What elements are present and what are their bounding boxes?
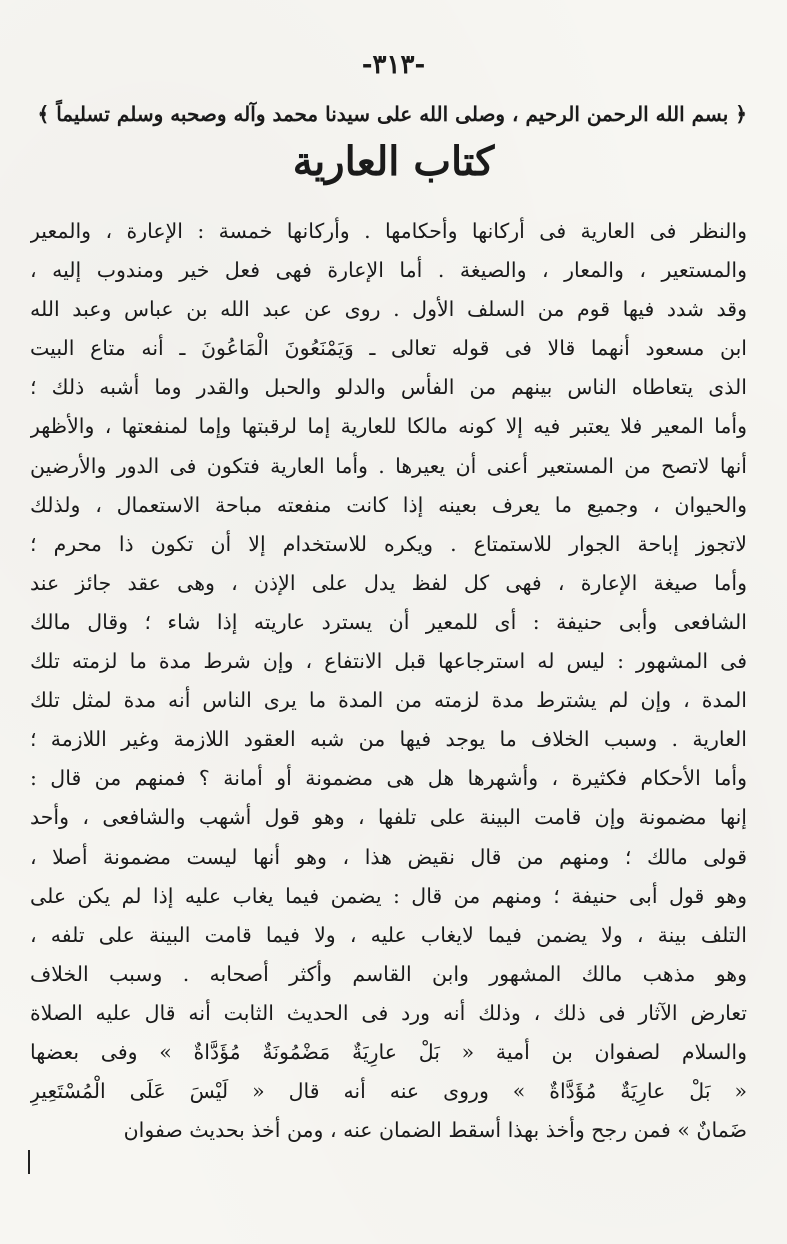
body-text bbox=[30, 212, 747, 1150]
text-line: والحيوان ، وجميع ما يعرف بعينه إذا كانت منفعته مباحة الاستعمال ، ولذلك bbox=[30, 492, 747, 517]
text-line: وهو قول أبى حنيفة ؛ ومنهم من قال : يضمن فيما يغاب عليه إذا لم يكن على bbox=[30, 883, 747, 908]
text-line: قولى مالك ؛ ومنهم من قال نقيض هذا ، وهو أنها ليست مضمونة أصلا ، bbox=[30, 844, 747, 869]
text-line: وأما الأحكام فكثيرة ، وأشهرها هل هى مضمونة أو أمانة ؟ فمنهم من قال : bbox=[30, 766, 747, 791]
text-line: « بَلْ عارِيَةٌ مُؤَدَّاةٌ » وروى عنه أنه قال « لَيْسَ عَلَى الْمُسْتَعِيرِ bbox=[30, 1079, 747, 1104]
text-line: الشافعى وأبى حنيفة : أى للمعير أن يسترد عاريته إذا شاء ؛ وقال مالك bbox=[30, 609, 747, 634]
text-line: المدة ، وإن لم يشترط مدة لزمته من المدة ما يرى الناس أنه مدة لمثل تلك bbox=[30, 688, 747, 713]
chapter-title: كتاب العارية bbox=[292, 138, 495, 185]
text-line: والسلام لصفوان بن أمية « بَلْ عارِيَةٌ مَضْمُونَةٌ مُؤَدَّاةٌ » وفى بعضها bbox=[30, 1039, 747, 1064]
text-line: لاتجوز إباحة الجوار للاستمتاع . ويكره للاستخدام إلا أن تكون ذا محرم ؛ bbox=[30, 531, 747, 556]
text-line: الذى يتعاطاه الناس بينهم من الفأس والدلو والحبل والقدر وما أشبه ذلك ؛ bbox=[30, 375, 747, 400]
text-line: ابن مسعود أنهما قالا فى قوله تعالى ـ وَيَمْنَعُونَ الْمَاعُونَ ـ أنه متاع البيت bbox=[30, 336, 747, 361]
text-line: فى المشهور : ليس له استرجاعها قبل الانتفاع ، وإن شرط مدة ما لزمته تلك bbox=[30, 649, 747, 674]
text-line: والنظر فى العارية فى أركانها وأحكامها . وأركانها خمسة : الإعارة ، والمعير bbox=[30, 219, 747, 243]
text-line: وأما المعير فلا يعتبر فيه إلا كونه مالكا للعارية إما لرقبتها وإما لمنفعتها ، والأظهر bbox=[30, 414, 747, 439]
text-line: وقد شدد فيها قوم من السلف الأول . روى عن عبد الله بن عباس وعبد الله bbox=[30, 297, 747, 322]
text-line: وأما صيغة الإعارة ، فهى كل لفظ يدل على الإذن ، وهى عقد جائز عند bbox=[30, 570, 747, 595]
text-line: وهو مذهب مالك المشهور وابن القاسم وأكثر أصحابه . وسبب الخلاف bbox=[30, 961, 747, 986]
basmala-header: ﴿ بسم الله الرحمن الرحيم ، وصلى الله على سيدنا محمد وآله وصحبه وسلم تسليماً ﴾ bbox=[37, 102, 747, 126]
text-line: تعارض الآثار فى ذلك ، وذلك أنه ورد فى الحديث الثابت أنه قال عليه الصلاة bbox=[30, 1000, 747, 1025]
text-line: أنها لاتصح من المستعير أعنى أن يعيرها . وأما العارية فتكون فى الدور والأرضين bbox=[30, 453, 747, 478]
margin-mark bbox=[28, 1150, 30, 1174]
text-line: ضَمانٌ » فمن رجح وأخذ بهذا أسقط الضمان عنه ، ومن أخذ بحديث صفوان bbox=[123, 1118, 747, 1143]
text-line: العارية . وسبب الخلاف ما يوجد فيها من شبه العقود اللازمة وغير اللازمة ؛ bbox=[30, 727, 747, 752]
text-line: والمستعير ، والمعار ، والصيغة . أما الإعارة فهى فعل خير ومندوب إليه ، bbox=[30, 258, 747, 283]
page-number: -٣١٣- bbox=[361, 50, 426, 80]
text-line: إنها مضمونة وإن قامت البينة على تلفها ، وهو قول أشهب والشافعى ، وأحد bbox=[30, 805, 747, 830]
text-line: التلف بينة ، ولا يضمن فيما لايغاب عليه ، ولا فيما قامت البينة على تلفه ، bbox=[30, 922, 747, 947]
